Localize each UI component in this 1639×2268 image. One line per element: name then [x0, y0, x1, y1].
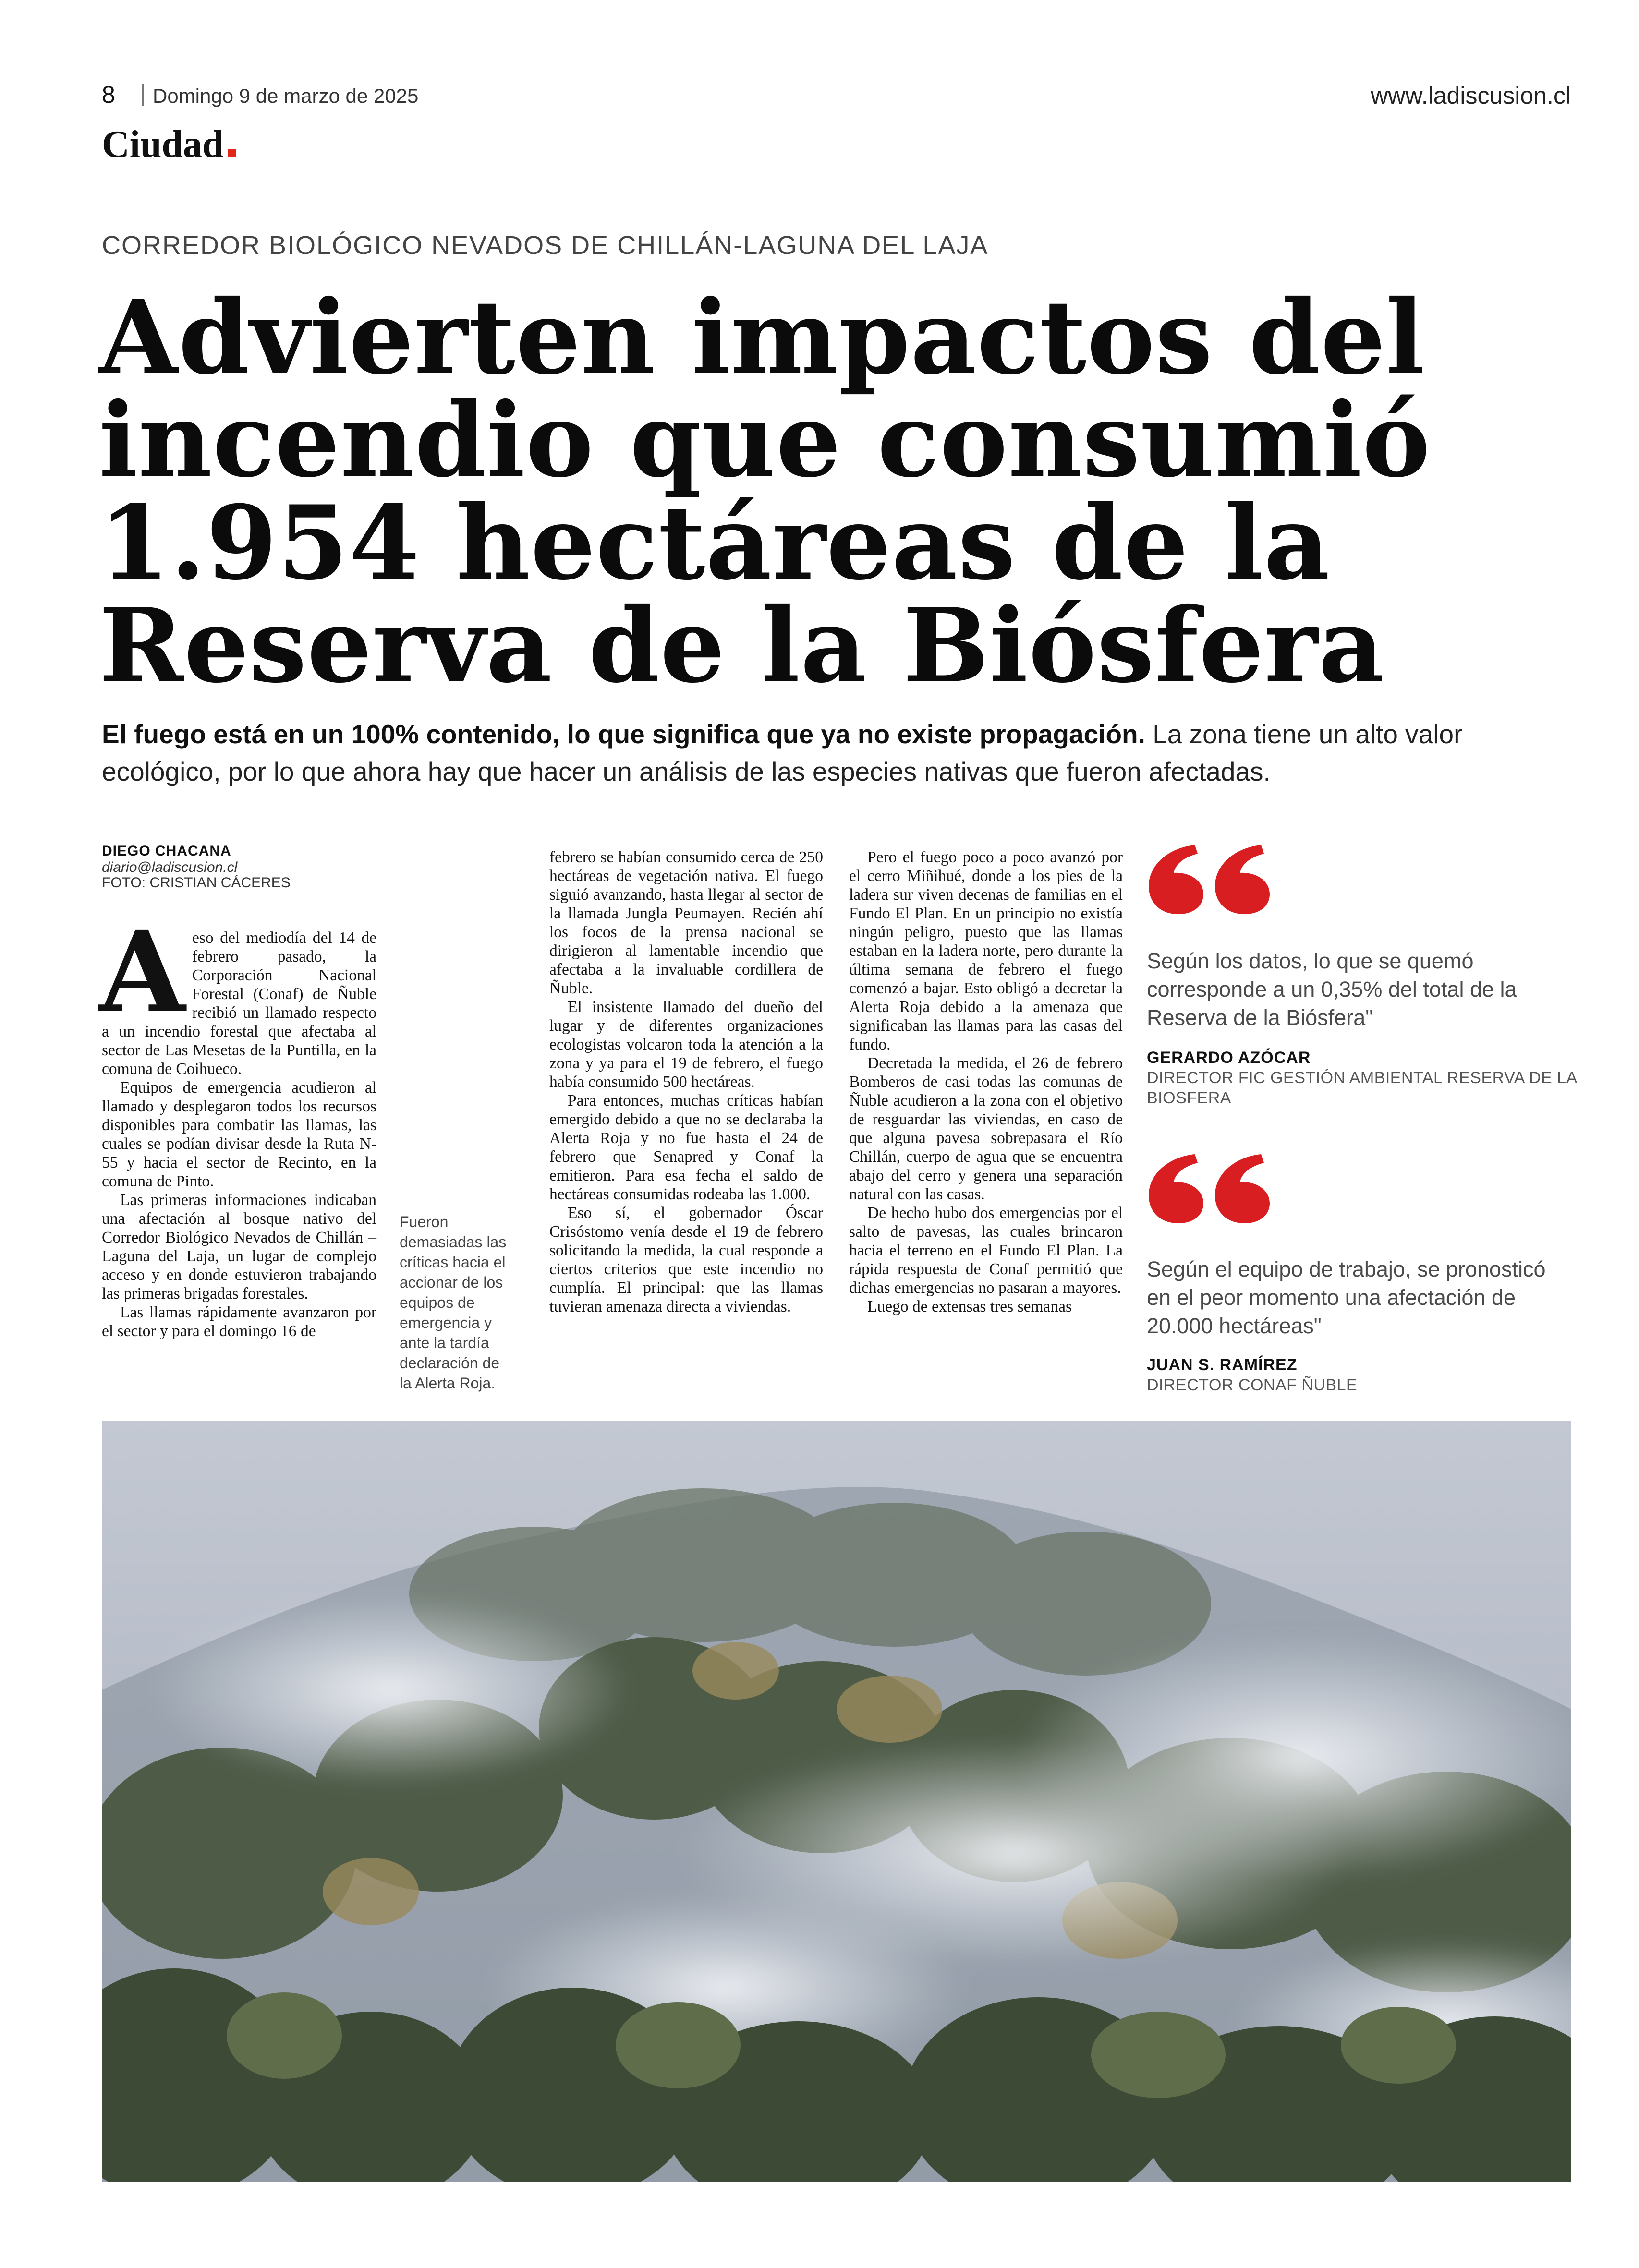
side-note: Fueron demasiadas las críticas hacia el accionar de los equipos de emergencia y ante la tardía declaración de la Alerta Roja. — [400, 1213, 507, 1392]
forest-smoke-image — [102, 1421, 1571, 2182]
body-column-1 — [99, 906, 376, 1340]
body-paragraph — [99, 906, 376, 1078]
body-paragraph: febrero se habían consumido cerca de 250 hectáreas de vegetación nativa. El fuego siguió avanzando, hasta llegar al sector de la llamada Jungla Peumayen. Recién ahí los focos de la prensa nacional se dirigieron al lamentable incendio que afectaba a la invaluable cordillera de Ñuble. — [549, 848, 823, 997]
body-paragraph: Pero el fuego poco a poco avanzó por el cerro Miñihué, donde a los pies de la ladera sur viven decenas de familias en el Fundo El Plan. En un principio no existía ningún peligro, puesto que las llamas estaban en la ladera norte, pero durante la última semana de febrero el fuego comenzó a bajar. Esto obligó a decretar la Alerta Roja debido a la amenaza que significaban las llamas para las casas del fundo. — [849, 848, 1123, 1053]
quote-author: GERARDO AZÓCAR — [1147, 1049, 1311, 1067]
pull-quote-text: Según los datos, lo que se quemó corresponde a un 0,35% del total de la Reserva de la Biósfera" — [1147, 949, 1517, 1030]
quote-author-role: DIRECTOR FIC GESTIÓN AMBIENTAL RESERVA DE LA BIOSFERA — [1147, 1069, 1577, 1107]
deck-bold: El fuego está en un 100% contenido, lo que significa que ya no existe propagación. — [102, 719, 1145, 749]
section-title — [102, 123, 236, 167]
body-paragraph: De hecho hubo dos emergencias por el salto de pavesas, las cuales brincaron hacia el terreno en el Fundo El Plan. La rápida respuesta de Conaf permitió que dichas emergencias no pasaran a mayores. — [849, 1204, 1123, 1297]
section-label: Ciudad — [102, 123, 224, 166]
byline-photo-credit: FOTO: CRISTIAN CÁCERES — [102, 875, 291, 891]
quote-open-icon — [1145, 1151, 1275, 1228]
quote-author-role: DIRECTOR CONAF ÑUBLE — [1147, 1376, 1358, 1394]
header-divider — [142, 84, 144, 106]
headline-line: 1.954 hectáreas de la — [99, 483, 1330, 603]
deck-text: La zona tiene un alto valor ecológico, por lo que ahora hay que hacer un análisis de las especies nativas que fueron afectadas. — [102, 719, 1463, 786]
body-paragraph: Decretada la medida, el 26 de febrero Bomberos de casi todas las comunas de Ñuble acudieron a la zona con el objetivo de resguardar las viviendas, en caso de que alguna pavesa sobrepasara el Río Chillán, cuerpo de agua que se encuentra abajo del cerro y genera una separación natural con las casas. — [849, 1054, 1123, 1203]
body-paragraph: Las llamas rápidamente avanzaron por el sector y para el domingo 16 de — [102, 1303, 376, 1340]
body-column-3 — [849, 848, 1123, 1316]
paragraph-text: eso del mediodía del 14 de febrero pasado, la Corporación Nacional Forestal (Conaf) de Ñuble recibió un llamado respecto a un incendio forestal que afectaba al sector de Las Mesetas de la Puntilla, en la comuna de Coihueco. — [102, 929, 376, 1078]
body-paragraph: Equipos de emergencia acudieron al llamado y desplegaron todos los recursos disponibles para combatir las llamas, las cuales se podían divisar desde la Ruta N-55 y hacia el sector de Recinto, en la comuna de Pinto. — [102, 1079, 376, 1190]
body-paragraph: Las primeras informaciones indicaban una afectación al bosque nativo del Corredor Biológico Nevados de Chillán – Laguna del Laja, un lugar de complejo acceso y en donde estuvieron trabajando las primeras brigadas forestales. — [102, 1191, 376, 1303]
body-column-2 — [549, 848, 823, 1316]
drop-cap: A — [99, 906, 186, 1037]
body-paragraph: El insistente llamado del dueño del lugar y de diferentes organizaciones ecologistas volcaron toda la atención a la zona y ya para el 19 de febrero, el fuego había consumido 500 hectáreas. — [549, 998, 823, 1091]
body-paragraph: Luego de extensas tres semanas — [867, 1298, 1072, 1315]
byline-author: DIEGO CHACANA — [102, 843, 231, 859]
article-headline — [99, 277, 1492, 705]
issue-date: Domingo 9 de marzo de 2025 — [153, 84, 419, 107]
body-paragraph: Para entonces, muchas críticas habían emergido debido a que no se declaraba la Alerta Roja y no fue hasta el 24 de febrero que Senapred y Conaf la emitieron. Para esa fecha el saldo de hectáreas consumidas rodeaba las 1.000. — [549, 1092, 823, 1203]
page-number: 8 — [102, 81, 115, 108]
article-kicker: CORREDOR BIOLÓGICO NEVADOS DE CHILLÁN-LAGUNA DEL LAJA — [102, 231, 989, 260]
byline-email: diario@ladiscusion.cl — [102, 859, 238, 875]
body-paragraph: Eso sí, el gobernador Óscar Crisóstomo venía desde el 19 de febrero solicitando la medida, la cual responde a ciertos criterios que este incendio no cumplía. El principal: que las llamas tuvieran amenaza directa a viviendas. — [549, 1204, 823, 1315]
headline-line: incendio que consumió — [99, 380, 1431, 500]
pull-quote-text: Según el equipo de trabajo, se pronosticó en el peor momento una afectación de 20.000 hectáreas" — [1147, 1257, 1546, 1338]
quote-open-icon — [1145, 842, 1275, 919]
article-photo — [102, 1421, 1571, 2182]
section-dot — [228, 149, 236, 157]
article-deck — [102, 715, 1523, 790]
site-url: www.ladiscusion.cl — [1371, 82, 1571, 109]
headline-line: Reserva de la Biósfera — [99, 586, 1385, 705]
headline-line: Advierten impactos del — [99, 277, 1425, 397]
quote-author: JUAN S. RAMÍREZ — [1147, 1356, 1298, 1374]
